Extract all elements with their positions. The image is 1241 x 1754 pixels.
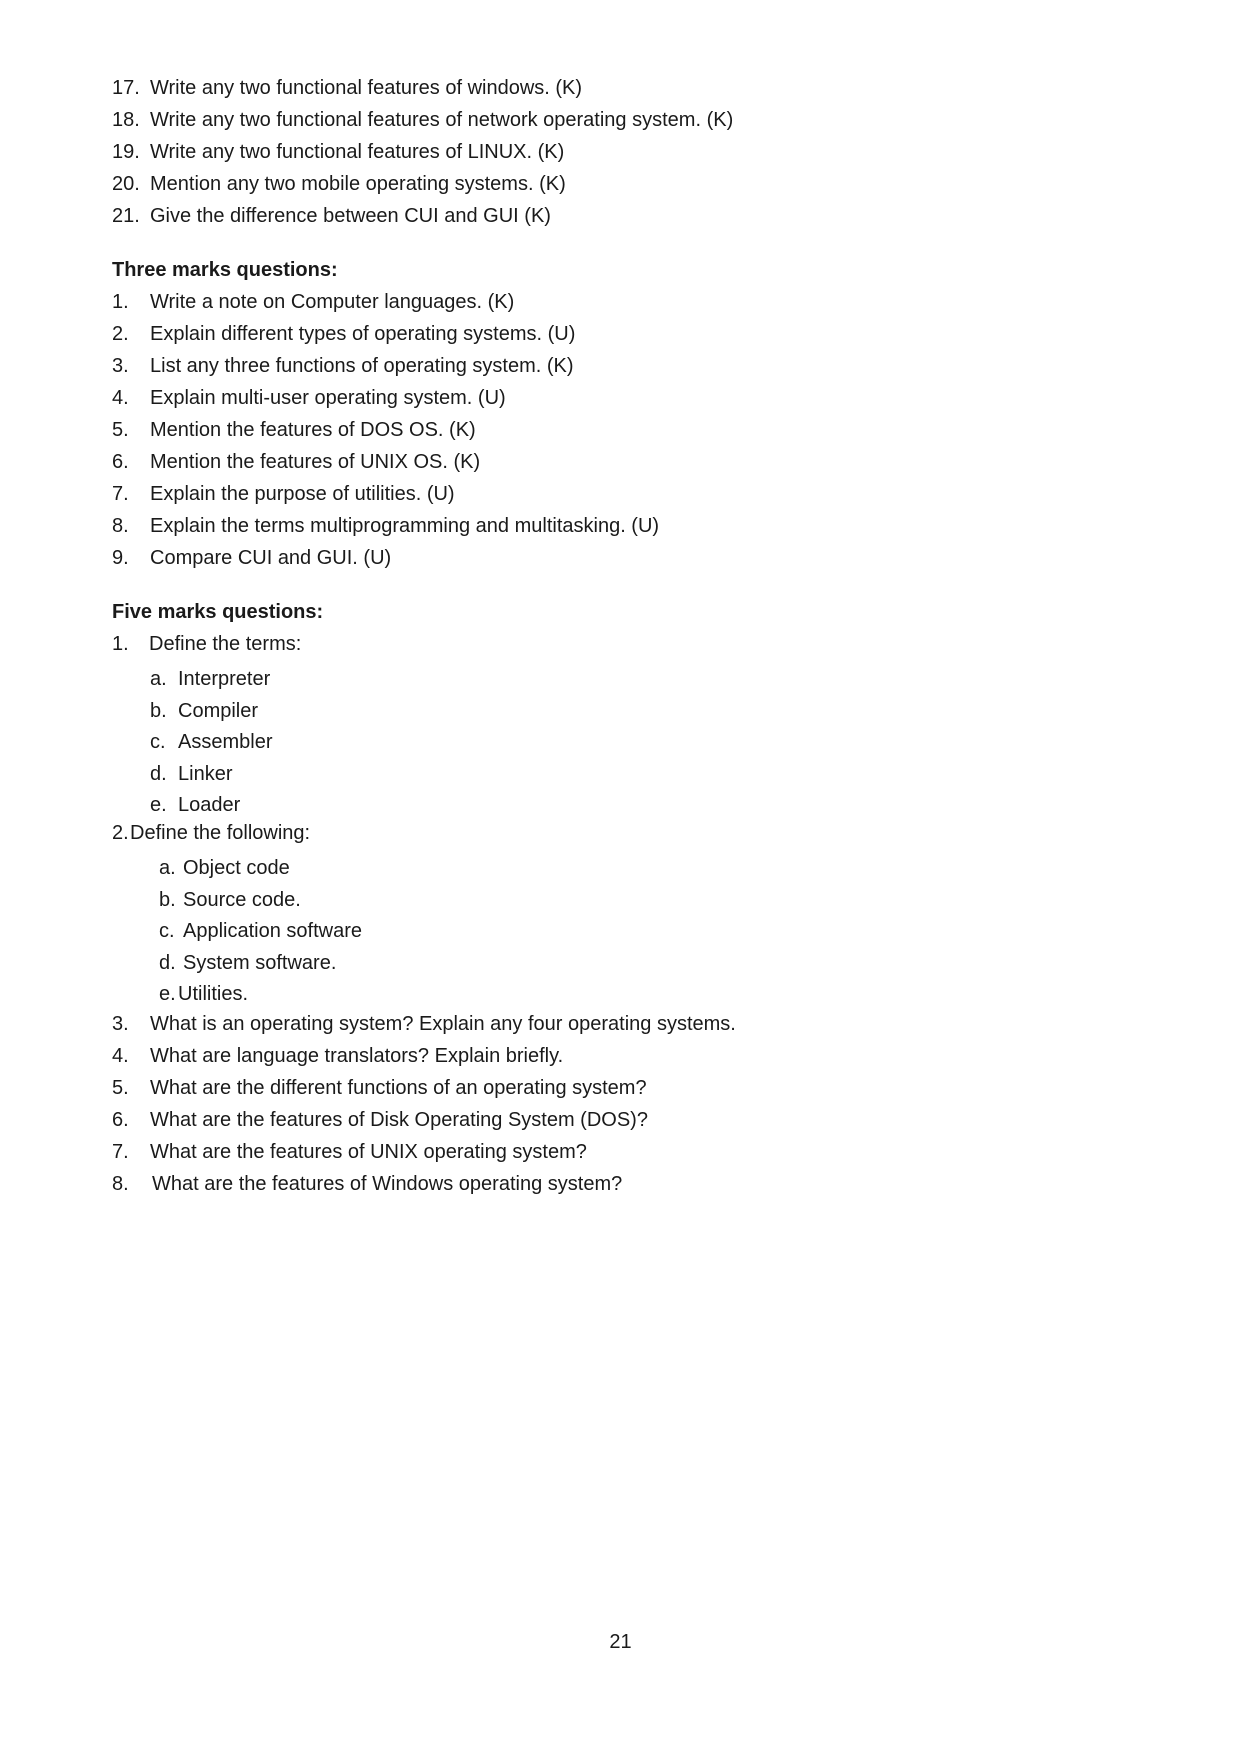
item-text: What is an operating system? Explain any four operating systems. [150, 1013, 736, 1035]
item-text: Give the difference between CUI and GUI (K) [150, 205, 551, 227]
sub-item-letter: b. [159, 889, 176, 911]
sub-item-text: Assembler [178, 731, 273, 753]
item-text: What are the features of Windows operating system? [152, 1173, 623, 1195]
item-number: 7. [112, 1141, 129, 1163]
item-text: Mention any two mobile operating systems. (K) [150, 173, 566, 195]
item-text: Mention the features of DOS OS. (K) [150, 419, 476, 441]
sub-item-text: Compiler [178, 700, 259, 722]
item-number: 3. [112, 355, 129, 377]
sub-item-letter: e. [150, 794, 167, 816]
sub-item-letter: c. [159, 920, 175, 942]
section-heading-five-marks: Five marks questions: [112, 601, 324, 623]
item-text: Explain multi-user operating system. (U) [150, 387, 506, 409]
item-number: 8. [112, 1173, 129, 1195]
item-number: 19. [112, 141, 140, 163]
item-number: 21. [112, 205, 140, 227]
item-number: 4. [112, 387, 129, 409]
sub-item-text: Linker [178, 763, 233, 785]
item-text: Write any two functional features of LINUX. (K) [150, 141, 565, 163]
item-text: What are the different functions of an operating system? [150, 1077, 647, 1099]
sub-item-text: Object code [183, 857, 290, 879]
item-number: 8. [112, 515, 129, 537]
item-number: 9. [112, 547, 129, 569]
sub-item-letter: a. [159, 857, 176, 879]
page-number: 21 [609, 1631, 632, 1653]
item-text: Write any two functional features of network operating system. (K) [150, 109, 734, 131]
sub-item-letter: e. [159, 983, 176, 1005]
sub-item-text: Source code. [183, 889, 301, 911]
item-text: Define the following: [130, 822, 311, 844]
item-text: Explain different types of operating systems. (U) [150, 323, 576, 345]
sub-item-text: System software. [183, 952, 337, 974]
item-number: 7. [112, 483, 129, 505]
item-number: 1. [112, 291, 129, 313]
item-text: Mention the features of UNIX OS. (K) [150, 451, 481, 473]
item-text: Define the terms: [149, 633, 302, 655]
item-number: 18. [112, 109, 140, 131]
item-text: List any three functions of operating system. (K) [150, 355, 574, 377]
item-text: Explain the purpose of utilities. (U) [150, 483, 455, 505]
item-number: 5. [112, 419, 129, 441]
item-number: 2. [112, 323, 129, 345]
item-number: 1. [112, 633, 129, 655]
sub-item-letter: d. [150, 763, 167, 785]
item-text: Explain the terms multiprogramming and multitasking. (U) [150, 515, 660, 537]
sub-item-text: Loader [178, 794, 241, 816]
item-number: 17. [112, 77, 140, 99]
item-text: Write any two functional features of windows. (K) [150, 77, 583, 99]
item-number: 3. [112, 1013, 129, 1035]
item-text: What are the features of UNIX operating system? [150, 1141, 587, 1163]
sub-item-letter: b. [150, 700, 167, 722]
sub-item-letter: c. [150, 731, 166, 753]
sub-item-text: Interpreter [178, 668, 271, 690]
item-text: Compare CUI and GUI. (U) [150, 547, 392, 569]
item-number: 4. [112, 1045, 129, 1067]
item-text: Write a note on Computer languages. (K) [150, 291, 515, 313]
item-number: 20. [112, 173, 140, 195]
sub-item-letter: d. [159, 952, 176, 974]
item-number: 6. [112, 451, 129, 473]
sub-item-letter: a. [150, 668, 167, 690]
item-text: What are language translators? Explain briefly. [150, 1045, 564, 1067]
item-text: What are the features of Disk Operating System (DOS)? [150, 1109, 648, 1131]
section-heading-three-marks: Three marks questions: [112, 259, 338, 281]
item-number: 5. [112, 1077, 129, 1099]
item-number: 2. [112, 822, 129, 844]
item-number: 6. [112, 1109, 129, 1131]
sub-item-text: Utilities. [178, 983, 249, 1005]
sub-item-text: Application software [183, 920, 362, 942]
